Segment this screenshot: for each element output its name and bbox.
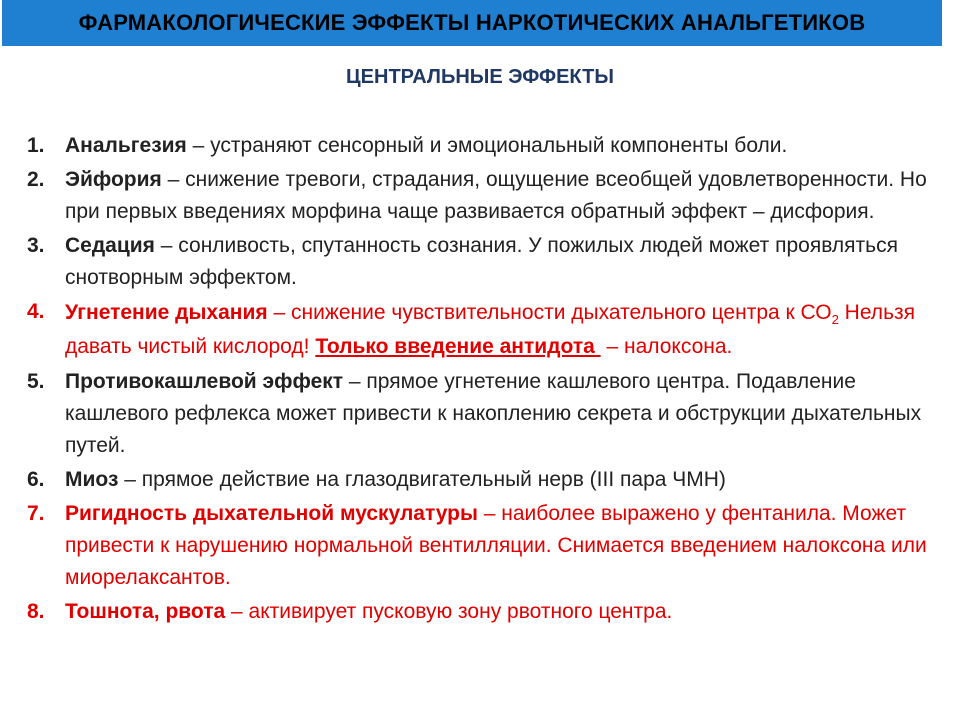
section-title: ЦЕНТРАЛЬНЫЕ ЭФФЕКТЫ bbox=[346, 66, 614, 88]
effect-term: Анальгезия bbox=[65, 134, 187, 157]
effect-term: Тошнота, рвота bbox=[65, 600, 226, 623]
page-title: ФАРМАКОЛОГИЧЕСКИЕ ЭФФЕКТЫ НАРКОТИЧЕСКИХ АНАЛЬГЕТИКОВ bbox=[78, 10, 866, 35]
effects-list bbox=[27, 130, 942, 630]
effect-body bbox=[65, 230, 942, 294]
effect-description: – активирует пусковую зону рвотного центра. bbox=[225, 600, 673, 623]
effect-warning: Нельзя давать чистый кислород! bbox=[65, 301, 916, 358]
antidote-emphasis: Только введение антидота bbox=[315, 335, 601, 358]
effect-description: – сонливость, спутанность сознания. У пожилых людей может проявляться снотворным эффектом. bbox=[65, 234, 898, 289]
effect-item-antitussive bbox=[27, 366, 942, 462]
effect-number: 6. bbox=[27, 468, 45, 491]
effect-description: – снижение тревоги, страдания, ощущение всеобщей удовлетворенности. Но при первых введениях морфина чаще развивается обратный эффект – дисфория. bbox=[65, 168, 927, 223]
effect-number: 1. bbox=[27, 134, 45, 157]
effect-term: Эйфория bbox=[65, 168, 162, 191]
effect-number: 8. bbox=[27, 600, 45, 623]
effect-item-nausea bbox=[27, 596, 942, 628]
effect-number: 4. bbox=[27, 300, 45, 323]
effect-body bbox=[65, 164, 942, 228]
effect-description: – прямое угнетение кашлевого центра. Подавление кашлевого рефлекса может привести к накоплению секрета и обструкции дыхательных путей. bbox=[65, 370, 922, 457]
effect-description: – наиболее выражено у фентанила. Может привести к нарушению нормальной вентилляции. Снимается введением налоксона или миорелаксантов. bbox=[65, 502, 927, 589]
effect-body bbox=[65, 130, 942, 162]
effect-item-euphoria bbox=[27, 164, 942, 228]
effect-body bbox=[65, 366, 942, 462]
effect-body bbox=[65, 464, 942, 496]
effect-term: Противокашлевой эффект bbox=[65, 370, 344, 393]
effect-item-muscle-rigidity bbox=[27, 498, 942, 594]
effect-number: 5. bbox=[27, 370, 45, 393]
effect-item-miosis bbox=[27, 464, 942, 496]
effect-term: Угнетение дыхания bbox=[65, 301, 268, 324]
effect-term: Седация bbox=[65, 234, 155, 257]
effect-number: 2. bbox=[27, 168, 45, 191]
effect-item-respiratory-depression bbox=[27, 296, 942, 364]
effect-description: – прямое действие на глазодвигательный нерв (III пара ЧМН) bbox=[118, 468, 726, 491]
effect-number: 3. bbox=[27, 234, 45, 257]
effect-description: – устраняют сенсорный и эмоциональный компоненты боли. bbox=[186, 134, 788, 157]
effect-body bbox=[65, 296, 942, 364]
effect-term: Ригидность дыхательной мускулатуры bbox=[65, 502, 478, 525]
effect-item-analgesia bbox=[27, 130, 942, 162]
effect-number: 7. bbox=[27, 502, 45, 525]
effect-antidote-name: – налоксона. bbox=[600, 335, 733, 358]
co2-subscript: 2 bbox=[831, 312, 839, 328]
effect-body bbox=[65, 498, 942, 594]
effect-term: Миоз bbox=[65, 468, 119, 491]
effect-item-sedation bbox=[27, 230, 942, 294]
effect-description: – снижение чувствительности дыхательного центра к СО bbox=[267, 301, 832, 324]
header-bar bbox=[2, 0, 942, 46]
effect-body bbox=[65, 596, 942, 628]
